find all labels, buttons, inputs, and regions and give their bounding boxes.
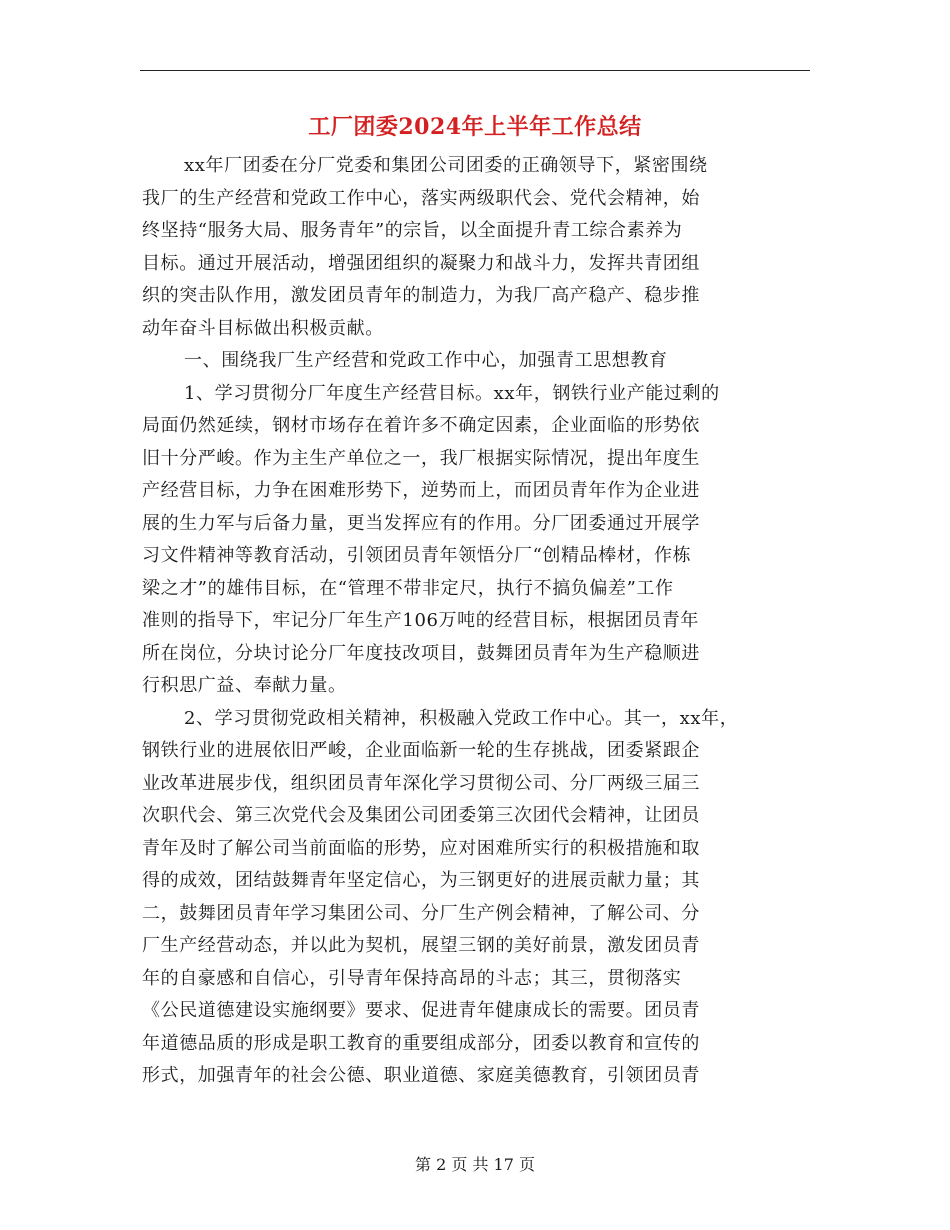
body-line: 二，鼓舞团员青年学习集团公司、分厂生产例会精神，了解公司、分	[142, 902, 700, 924]
body-line: 我厂的生产经营和党政工作中心，落实两级职代会、党代会精神，始	[142, 187, 700, 209]
body-line: 次职代会、第三次党代会及集团公司团委第三次团代会精神，让团员	[142, 805, 700, 826]
body-line: 钢铁行业的进展依旧严峻，企业面临新一轮的生存挑战，团委紧跟企	[142, 740, 700, 761]
body-line: 得的成效，团结鼓舞青年坚定信心，为三钢更好的进展贡献力量；其	[142, 870, 700, 891]
body-line: 织的突击队作用，激发团员青年的制造力，为我厂高产稳产、稳步推	[142, 285, 700, 306]
body-line: 行积思广益、奉献力量。	[142, 675, 347, 696]
body-line: 形式，加强青年的社会公德、职业道德、家庭美德教育，引领团员青	[142, 1065, 700, 1086]
body-line: 年道德品质的形成是职工教育的重要组成部分，团委以教育和宣传的	[142, 1032, 700, 1054]
body-line: 业改革进展步伐，组织团员青年深化学习贯彻公司、分厂两级三届三	[142, 772, 700, 794]
body-line: xx年厂团委在分厂党委和集团公司团委的正确领导下，紧密围绕	[184, 155, 708, 176]
body-line: 《公民道德建设实施纲要》要求、促进青年健康成长的需要。团员青	[142, 1000, 700, 1021]
body-line: 年的自豪感和自信心，引导青年保持高昂的斗志；其三，贯彻落实	[142, 967, 682, 989]
body-line: 梁之才”的雄伟目标，在“管理不带非定尺，执行不搞负偏差”工作	[142, 577, 674, 599]
body-line: 动年奋斗目标做出积极贡献。	[142, 317, 384, 339]
body-line: 终坚持“服务大局、服务青年”的宗旨，以全面提升青工综合素养为	[142, 220, 683, 241]
document-title: 工厂团委2024年上半年工作总结	[308, 114, 642, 140]
body-line: 产经营目标，力争在困难形势下，逆势而上，而团员青年作为企业进	[142, 480, 700, 501]
body-line: 一、围绕我厂生产经营和党政工作中心，加强青工思想教育	[184, 350, 668, 371]
body-line: 厂生产经营动态，并以此为契机，展望三钢的美好前景，激发团员青	[142, 935, 700, 956]
header-rule	[140, 70, 810, 71]
body-line: 展的生力军与后备力量，更当发挥应有的作用。分厂团委通过开展学	[142, 512, 700, 534]
body-line: 2、学习贯彻党政相关精神，积极融入党政工作中心。其一，xx年，	[184, 707, 739, 729]
body-line: 准则的指导下，牢记分厂年生产106万吨的经营目标，根据团员青年	[142, 610, 699, 631]
body-line: 青年及时了解公司当前面临的形势，应对困难所实行的积极措施和取	[142, 837, 700, 859]
body-line: 所在岗位，分块讨论分厂年度技改项目，鼓舞团员青年为生产稳顺进	[142, 642, 700, 664]
body-line: 目标。通过开展活动，增强团组织的凝聚力和战斗力，发挥共青团组	[142, 252, 700, 274]
document-body	[142, 150, 832, 1093]
page-footer: 第 2 页 共 17 页	[415, 1155, 535, 1174]
body-line: 局面仍然延续，钢材市场存在着许多不确定因素，企业面临的形势依	[142, 415, 700, 436]
body-line: 旧十分严峻。作为主生产单位之一，我厂根据实际情况，提出年度生	[142, 447, 700, 469]
body-line: 1、学习贯彻分厂年度生产经营目标。xx年，钢铁行业产能过剩的	[184, 382, 720, 404]
body-line: 习文件精神等教育活动，引领团员青年领悟分厂“创精品棒材，作栋	[142, 545, 692, 566]
